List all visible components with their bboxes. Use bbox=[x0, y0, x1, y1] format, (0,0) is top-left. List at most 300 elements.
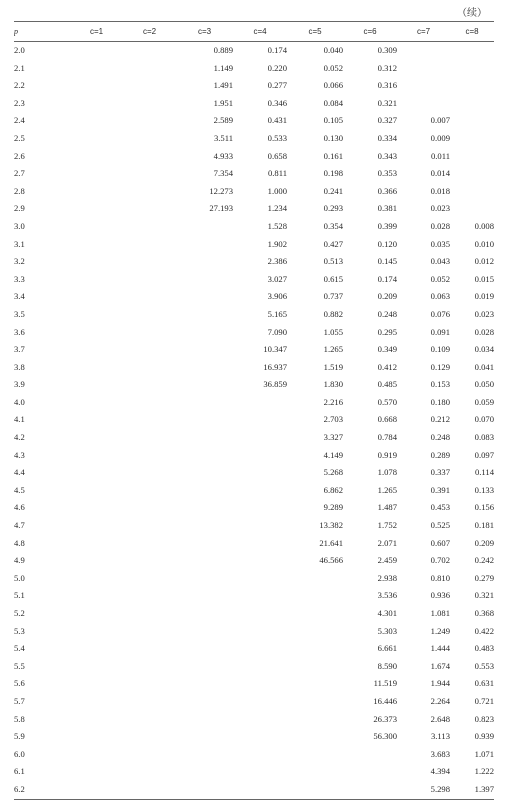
table-cell bbox=[176, 623, 233, 641]
table-cell bbox=[70, 763, 123, 781]
table-row bbox=[14, 376, 494, 394]
table-cell bbox=[233, 605, 287, 623]
table-cell: 1.234 bbox=[267, 203, 287, 214]
table-cell bbox=[123, 693, 176, 711]
table-cell bbox=[287, 728, 343, 746]
table-cell bbox=[287, 605, 343, 623]
table-cell: 0.015 bbox=[474, 273, 494, 284]
table-cell: 2.459 bbox=[377, 555, 397, 566]
row-label: 5.5 bbox=[14, 660, 25, 671]
table-cell bbox=[70, 464, 123, 482]
table-cell bbox=[176, 587, 233, 605]
table-cell: 13.382 bbox=[319, 520, 343, 531]
column-header: c=4 bbox=[253, 27, 267, 36]
table-cell bbox=[176, 341, 233, 359]
table-cell: 0.721 bbox=[474, 695, 494, 706]
row-label: 3.9 bbox=[14, 379, 25, 390]
table-cell bbox=[176, 253, 233, 271]
table-cell bbox=[123, 447, 176, 465]
table-cell bbox=[176, 411, 233, 429]
table-cell bbox=[450, 183, 494, 201]
row-label: 5.6 bbox=[14, 678, 25, 689]
table-cell bbox=[233, 658, 287, 676]
data-table bbox=[14, 21, 494, 800]
table-cell bbox=[70, 728, 123, 746]
row-label: 2.2 bbox=[14, 80, 25, 91]
row-label: 3.1 bbox=[14, 238, 25, 249]
table-cell bbox=[397, 60, 450, 78]
table-cell bbox=[176, 517, 233, 535]
table-cell: 2.648 bbox=[430, 713, 450, 724]
table-cell: 2.703 bbox=[323, 414, 343, 425]
table-cell: 4.149 bbox=[323, 449, 343, 460]
table-cell: 0.156 bbox=[474, 502, 494, 513]
table-cell bbox=[287, 693, 343, 711]
table-cell: 0.353 bbox=[377, 168, 397, 179]
table-cell bbox=[343, 746, 397, 764]
table-cell: 0.919 bbox=[377, 449, 397, 460]
table-cell bbox=[70, 482, 123, 500]
table-cell bbox=[123, 605, 176, 623]
table-cell bbox=[123, 640, 176, 658]
row-label: 6.0 bbox=[14, 748, 25, 759]
table-cell bbox=[233, 464, 287, 482]
table-row bbox=[14, 165, 494, 183]
table-cell: 0.427 bbox=[323, 238, 343, 249]
table-cell: 0.354 bbox=[323, 220, 343, 231]
table-row bbox=[14, 658, 494, 676]
table-cell bbox=[233, 517, 287, 535]
table-cell: 0.014 bbox=[430, 168, 450, 179]
table-cell: 0.010 bbox=[474, 238, 494, 249]
table-cell: 5.303 bbox=[377, 625, 397, 636]
table-cell bbox=[176, 728, 233, 746]
table-cell bbox=[123, 781, 176, 799]
row-label: 2.4 bbox=[14, 115, 25, 126]
table-cell bbox=[123, 623, 176, 641]
table-cell bbox=[287, 781, 343, 799]
table-cell: 11.519 bbox=[373, 678, 397, 689]
table-cell bbox=[70, 288, 123, 306]
table-cell bbox=[343, 763, 397, 781]
column-header: c=3 bbox=[197, 27, 212, 36]
row-label: 2.3 bbox=[14, 97, 25, 108]
table-cell: 0.936 bbox=[430, 590, 450, 601]
table-cell: 0.453 bbox=[430, 502, 450, 513]
table-cell bbox=[123, 429, 176, 447]
table-cell: 0.008 bbox=[474, 220, 494, 231]
table-cell bbox=[450, 95, 494, 113]
table-cell: 0.381 bbox=[377, 203, 397, 214]
table-cell: 0.431 bbox=[267, 115, 287, 126]
table-cell: 0.012 bbox=[474, 256, 494, 267]
table-row bbox=[14, 324, 494, 342]
table-cell: 36.859 bbox=[263, 379, 287, 390]
row-label: 2.1 bbox=[14, 62, 25, 73]
table-cell: 1.951 bbox=[213, 97, 233, 108]
table-cell bbox=[176, 236, 233, 254]
table-cell bbox=[123, 587, 176, 605]
table-row bbox=[14, 763, 494, 781]
table-cell: 0.018 bbox=[430, 185, 450, 196]
table-row bbox=[14, 200, 494, 218]
table-cell bbox=[70, 535, 123, 553]
table-cell: 26.373 bbox=[373, 713, 397, 724]
table-row bbox=[14, 587, 494, 605]
row-label: 4.7 bbox=[14, 520, 25, 531]
table-cell bbox=[70, 711, 123, 729]
table-cell: 0.174 bbox=[377, 273, 397, 284]
table-cell bbox=[123, 728, 176, 746]
table-cell bbox=[123, 535, 176, 553]
table-cell bbox=[287, 675, 343, 693]
table-cell bbox=[123, 130, 176, 148]
table-cell: 0.615 bbox=[323, 273, 343, 284]
table-cell bbox=[70, 341, 123, 359]
table-cell bbox=[70, 253, 123, 271]
table-cell bbox=[287, 711, 343, 729]
table-row bbox=[14, 517, 494, 535]
table-cell bbox=[287, 570, 343, 588]
row-label: 6.1 bbox=[14, 766, 25, 777]
table-cell bbox=[70, 60, 123, 78]
table-row bbox=[14, 130, 494, 148]
table-cell: 0.076 bbox=[430, 308, 450, 319]
table-cell bbox=[123, 60, 176, 78]
table-cell bbox=[70, 447, 123, 465]
table-cell: 0.422 bbox=[474, 625, 494, 636]
table-cell bbox=[233, 570, 287, 588]
table-cell bbox=[123, 570, 176, 588]
table-cell: 0.570 bbox=[377, 396, 397, 407]
table-cell: 5.165 bbox=[267, 308, 287, 319]
table-cell: 0.277 bbox=[267, 80, 287, 91]
table-cell bbox=[123, 148, 176, 166]
table-cell bbox=[176, 535, 233, 553]
table-cell bbox=[123, 324, 176, 342]
row-label: 4.9 bbox=[14, 555, 25, 566]
table-row bbox=[14, 288, 494, 306]
table-cell: 2.938 bbox=[377, 572, 397, 583]
table-cell bbox=[123, 77, 176, 95]
table-cell bbox=[233, 411, 287, 429]
table-cell bbox=[176, 693, 233, 711]
table-cell bbox=[233, 675, 287, 693]
table-row bbox=[14, 781, 494, 799]
row-label: 3.4 bbox=[14, 291, 25, 302]
table-cell: 5.268 bbox=[323, 467, 343, 478]
table-cell: 0.034 bbox=[474, 344, 494, 355]
table-cell: 0.066 bbox=[323, 80, 343, 91]
table-row bbox=[14, 570, 494, 588]
table-cell bbox=[176, 746, 233, 764]
continued-note: （续） bbox=[457, 8, 487, 19]
table-cell bbox=[70, 429, 123, 447]
table-row bbox=[14, 411, 494, 429]
table-cell: 0.533 bbox=[267, 132, 287, 143]
row-label: 3.6 bbox=[14, 326, 25, 337]
table-cell: 0.321 bbox=[474, 590, 494, 601]
table-row bbox=[14, 183, 494, 201]
table-cell: 2.216 bbox=[323, 396, 343, 407]
table-cell: 0.063 bbox=[430, 291, 450, 302]
table-cell bbox=[70, 587, 123, 605]
table-cell: 0.882 bbox=[323, 308, 343, 319]
table-row bbox=[14, 675, 494, 693]
table-cell bbox=[176, 499, 233, 517]
column-header: c=5 bbox=[308, 27, 322, 36]
table-cell bbox=[287, 658, 343, 676]
column-header: c=1 bbox=[89, 27, 104, 36]
table-cell bbox=[176, 552, 233, 570]
table-cell: 3.536 bbox=[377, 590, 397, 601]
table-cell bbox=[70, 324, 123, 342]
table-cell bbox=[70, 271, 123, 289]
table-row bbox=[14, 535, 494, 553]
table-cell: 0.513 bbox=[323, 256, 343, 267]
row-label: 2.8 bbox=[14, 185, 25, 196]
row-label: 5.8 bbox=[14, 713, 25, 724]
table-cell bbox=[70, 746, 123, 764]
table-cell: 0.242 bbox=[474, 555, 494, 566]
table-cell: 1.487 bbox=[377, 502, 397, 513]
table-cell bbox=[123, 482, 176, 500]
table-cell: 0.321 bbox=[377, 97, 397, 108]
table-cell bbox=[123, 200, 176, 218]
table-cell bbox=[123, 499, 176, 517]
table-cell bbox=[450, 200, 494, 218]
table-cell: 0.289 bbox=[430, 449, 450, 460]
table-cell: 4.933 bbox=[213, 150, 233, 161]
table-cell bbox=[233, 763, 287, 781]
table-cell: 0.811 bbox=[267, 168, 287, 179]
row-label: 3.3 bbox=[14, 273, 25, 284]
table-cell bbox=[123, 95, 176, 113]
table-row bbox=[14, 359, 494, 377]
row-label: 3.8 bbox=[14, 361, 25, 372]
table-row bbox=[14, 394, 494, 412]
table-cell bbox=[123, 359, 176, 377]
table-cell: 1.830 bbox=[323, 379, 343, 390]
table-cell: 0.145 bbox=[377, 256, 397, 267]
table-cell bbox=[233, 535, 287, 553]
table-cell bbox=[176, 447, 233, 465]
table-cell: 7.090 bbox=[267, 326, 287, 337]
table-row bbox=[14, 236, 494, 254]
table-cell bbox=[123, 464, 176, 482]
table-cell bbox=[176, 306, 233, 324]
table-cell: 0.737 bbox=[323, 291, 343, 302]
row-label: 2.9 bbox=[14, 203, 25, 214]
table-cell bbox=[287, 746, 343, 764]
table-cell: 0.052 bbox=[323, 62, 343, 73]
table-cell: 0.007 bbox=[430, 115, 450, 126]
row-label: 4.8 bbox=[14, 537, 25, 548]
table-cell bbox=[233, 623, 287, 641]
table-cell bbox=[123, 376, 176, 394]
table-cell: 0.248 bbox=[377, 308, 397, 319]
table-cell: 0.823 bbox=[474, 713, 494, 724]
table-cell bbox=[176, 218, 233, 236]
table-cell bbox=[70, 200, 123, 218]
table-row bbox=[14, 77, 494, 95]
table-cell bbox=[233, 499, 287, 517]
table-cell: 0.784 bbox=[377, 432, 397, 443]
table-cell bbox=[70, 658, 123, 676]
table-cell bbox=[233, 552, 287, 570]
row-label: 2.7 bbox=[14, 168, 25, 179]
table-cell bbox=[123, 236, 176, 254]
table-cell: 0.130 bbox=[323, 132, 343, 143]
table-cell: 5.298 bbox=[430, 783, 450, 794]
table-cell: 0.052 bbox=[430, 273, 450, 284]
table-cell bbox=[70, 499, 123, 517]
table-row bbox=[14, 711, 494, 729]
table-cell: 0.070 bbox=[474, 414, 494, 425]
table-body bbox=[14, 42, 494, 800]
table-cell: 3.906 bbox=[267, 291, 287, 302]
row-label: 3.0 bbox=[14, 220, 25, 231]
table-cell bbox=[287, 640, 343, 658]
table-header bbox=[14, 22, 494, 42]
table-row bbox=[14, 499, 494, 517]
table-cell: 0.334 bbox=[377, 132, 397, 143]
table-row bbox=[14, 552, 494, 570]
table-cell: 1.249 bbox=[430, 625, 450, 636]
table-row bbox=[14, 95, 494, 113]
table-cell bbox=[70, 605, 123, 623]
table-cell bbox=[123, 746, 176, 764]
table-cell bbox=[123, 288, 176, 306]
table-cell: 46.566 bbox=[319, 555, 343, 566]
table-cell bbox=[233, 640, 287, 658]
table-cell bbox=[123, 183, 176, 201]
table-cell: 1.149 bbox=[213, 62, 233, 73]
column-header: c=2 bbox=[142, 27, 157, 36]
table-cell bbox=[176, 640, 233, 658]
table-cell bbox=[176, 359, 233, 377]
table-row bbox=[14, 341, 494, 359]
table-cell: 0.279 bbox=[474, 572, 494, 583]
table-cell: 1.944 bbox=[430, 678, 450, 689]
table-cell bbox=[123, 675, 176, 693]
table-cell: 0.810 bbox=[430, 572, 450, 583]
table-cell: 0.091 bbox=[430, 326, 450, 337]
table-cell: 1.444 bbox=[430, 643, 450, 654]
table-cell: 0.668 bbox=[377, 414, 397, 425]
table-row bbox=[14, 693, 494, 711]
table-cell bbox=[233, 728, 287, 746]
row-label: 4.3 bbox=[14, 449, 25, 460]
table-cell: 0.485 bbox=[377, 379, 397, 390]
table-cell: 1.071 bbox=[474, 748, 494, 759]
table-row bbox=[14, 728, 494, 746]
table-cell: 1.265 bbox=[377, 484, 397, 495]
table-cell bbox=[176, 271, 233, 289]
table-cell: 6.661 bbox=[377, 643, 397, 654]
table-cell bbox=[233, 429, 287, 447]
table-cell: 0.198 bbox=[323, 168, 343, 179]
table-cell bbox=[123, 306, 176, 324]
table-cell: 0.368 bbox=[474, 608, 494, 618]
table-cell bbox=[70, 183, 123, 201]
table-cell: 0.161 bbox=[323, 150, 343, 161]
table-cell bbox=[70, 95, 123, 113]
table-cell: 3.327 bbox=[323, 432, 343, 443]
table-row bbox=[14, 306, 494, 324]
table-cell: 0.028 bbox=[474, 326, 494, 337]
table-cell: 0.939 bbox=[474, 731, 494, 742]
table-cell: 1.222 bbox=[474, 766, 494, 777]
table-cell: 1.519 bbox=[323, 361, 343, 372]
table-cell: 0.019 bbox=[474, 291, 494, 302]
table-cell: 0.889 bbox=[213, 45, 233, 55]
row-label: 5.3 bbox=[14, 625, 25, 636]
table-cell: 0.241 bbox=[323, 185, 343, 196]
table-cell: 0.050 bbox=[474, 379, 494, 390]
table-cell: 0.553 bbox=[474, 660, 494, 671]
row-label: 4.2 bbox=[14, 432, 25, 443]
table-cell: 0.209 bbox=[474, 537, 494, 548]
table-cell: 4.301 bbox=[377, 608, 397, 618]
table-cell bbox=[123, 711, 176, 729]
row-label: 4.6 bbox=[14, 502, 25, 513]
table-cell: 3.113 bbox=[430, 731, 450, 742]
table-cell bbox=[233, 781, 287, 799]
row-label: 2.0 bbox=[14, 45, 25, 55]
row-label: 3.7 bbox=[14, 344, 25, 355]
table-cell: 0.702 bbox=[430, 555, 450, 566]
table-cell bbox=[123, 165, 176, 183]
table-cell: 0.349 bbox=[377, 344, 397, 355]
table-cell bbox=[70, 77, 123, 95]
table-cell bbox=[176, 324, 233, 342]
table-cell bbox=[450, 112, 494, 130]
table-cell bbox=[70, 693, 123, 711]
table-cell: 1.000 bbox=[267, 185, 287, 196]
table-cell: 0.293 bbox=[323, 203, 343, 214]
table-cell bbox=[233, 587, 287, 605]
table-cell bbox=[176, 482, 233, 500]
table-row bbox=[14, 112, 494, 130]
table-cell: 16.937 bbox=[263, 361, 287, 372]
table-row bbox=[14, 482, 494, 500]
table-cell: 2.264 bbox=[430, 695, 450, 706]
table-cell: 0.009 bbox=[430, 132, 450, 143]
table-cell bbox=[70, 165, 123, 183]
row-label: 4.0 bbox=[14, 396, 25, 407]
table-cell: 0.153 bbox=[430, 379, 450, 390]
table-cell bbox=[450, 165, 494, 183]
table-cell: 0.114 bbox=[474, 467, 494, 478]
table-cell bbox=[70, 376, 123, 394]
table-cell: 0.109 bbox=[430, 344, 450, 355]
table-cell bbox=[233, 482, 287, 500]
table-cell: 16.446 bbox=[373, 695, 397, 706]
table-row bbox=[14, 429, 494, 447]
table-cell: 12.273 bbox=[209, 185, 233, 196]
table-cell bbox=[70, 552, 123, 570]
row-label: 3.5 bbox=[14, 308, 25, 319]
table-cell: 0.035 bbox=[430, 238, 450, 249]
table-row bbox=[14, 746, 494, 764]
table-cell bbox=[233, 394, 287, 412]
table-cell: 0.343 bbox=[377, 150, 397, 161]
table-cell: 0.097 bbox=[474, 449, 494, 460]
table-cell bbox=[123, 112, 176, 130]
table-cell: 0.059 bbox=[474, 396, 494, 407]
column-header: c=6 bbox=[363, 27, 377, 36]
